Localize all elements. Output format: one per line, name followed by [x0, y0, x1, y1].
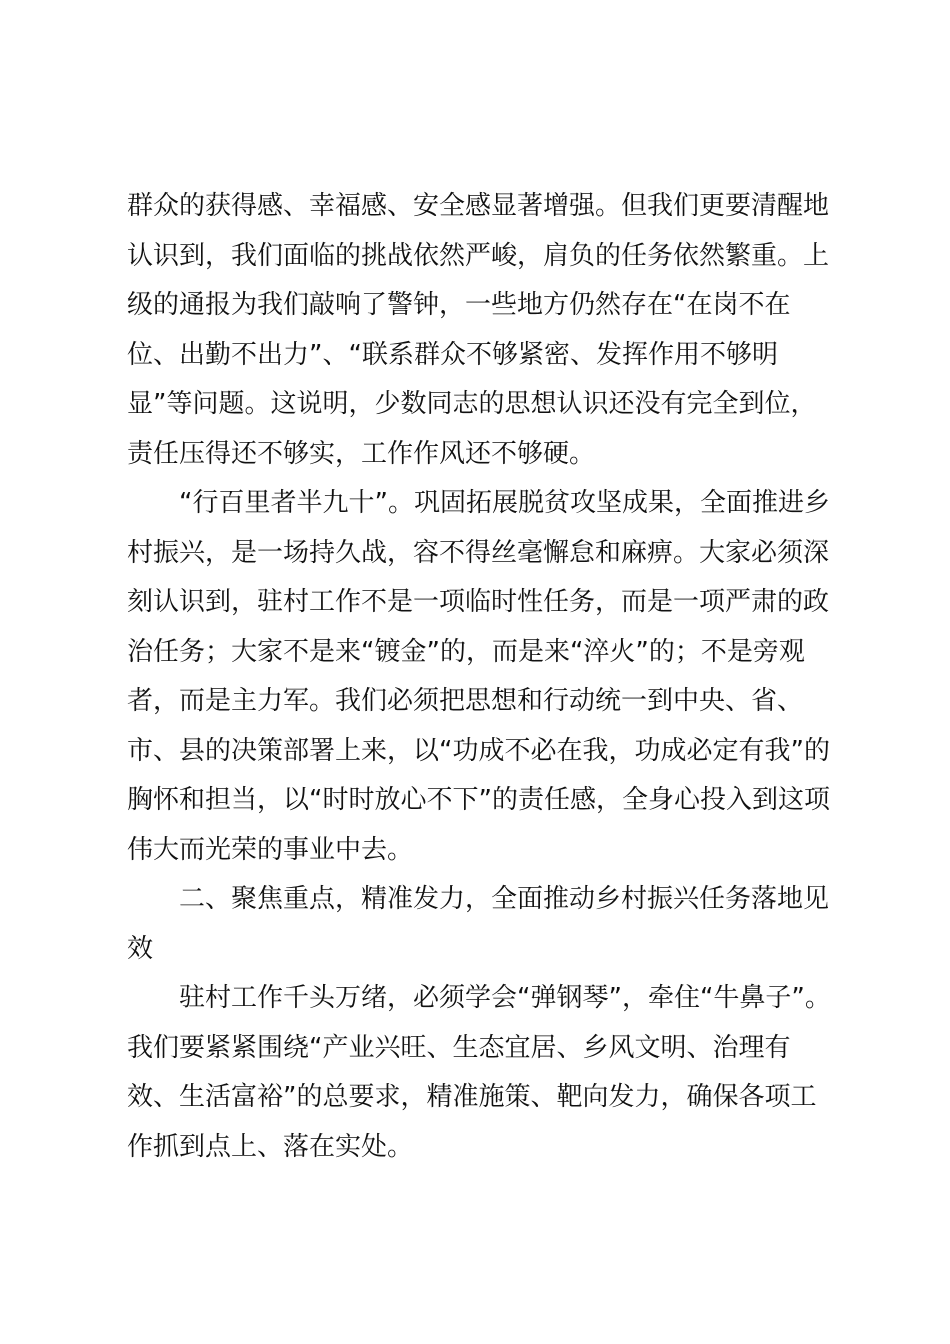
- paragraph-continued-achievements: 群众的获得感、幸福感、安全感显著增强。但我们更要清醒地认识到，我们面临的挑战依然严峻，肩负的任务依然繁重。上级的通报为我们敲响了警钟，一些地方仍然存在“在岗不在位、出勤不出力”、“联系群众不够紧密、发挥作用不够明显”等问题。这说明，少数同志的思想认识还没有完全到位，责任压得还不够实，工作作风还不够硬。: [127, 191, 830, 469]
- paragraph-persistent-effort: “行百里者半九十”。巩固拓展脱贫攻坚成果，全面推进乡村振兴，是一场持久战，容不得丝毫懈怠和麻痹。大家必须深刻认识到，驻村工作不是一项临时性任务，而是一项严肃的政治任务；大家不是来“镀金”的，而是来“淬火”的；不是旁观者，而是主力军。我们必须把思想和行动统一到中央、省、市、县的决策部署上来，以“功成不必在我，功成必定有我”的胸怀和担当，以“时时放心不下”的责任感，全身心投入到这项伟大而光荣的事业中去。: [127, 488, 830, 865]
- section-heading-focus: 二、聚焦重点，精准发力，全面推动乡村振兴任务落地见效: [127, 884, 830, 964]
- paragraph-key-tasks: 驻村工作千头万绪，必须学会“弹钢琴”，牵住“牛鼻子”。我们要紧紧围绕“产业兴旺、生态宜居、乡风文明、治理有效、生活富裕”的总要求，精准施策、靶向发力，确保各项工作抓到点上、落在实处。: [127, 983, 831, 1162]
- document-body: [127, 182, 839, 1172]
